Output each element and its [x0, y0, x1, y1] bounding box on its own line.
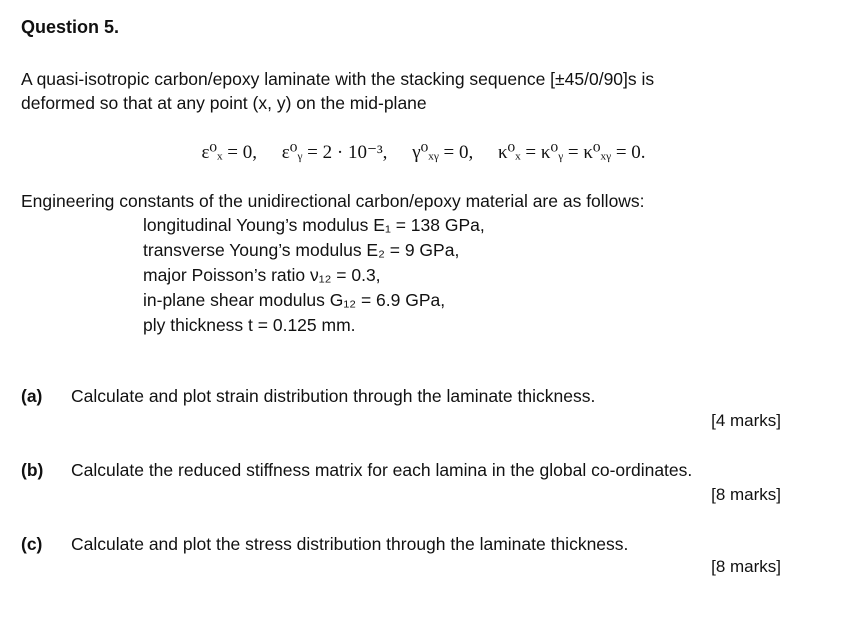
property-e2: transverse Young’s modulus E₂ = 9 GPa,: [143, 240, 460, 260]
part-a-marks: [4 marks]: [711, 411, 781, 430]
gamma-xy-term: γ⁰ₓᵧ = 0,: [412, 142, 474, 163]
part-c-text: Calculate and plot the stress distribution through the laminate thickness.: [71, 534, 629, 554]
question-title: Question 5.: [21, 17, 120, 37]
part-b-marks: [8 marks]: [711, 485, 781, 504]
part-a-text: Calculate and plot strain distribution through the laminate thickness.: [71, 386, 596, 406]
curvature-terms: κ⁰ₓ = κ⁰ᵧ = κ⁰ₓᵧ = 0.: [497, 142, 646, 163]
eps-y-term: ε⁰ᵧ = 2 · 10⁻³,: [281, 142, 388, 163]
eps-x-term: ε⁰ₓ = 0,: [201, 142, 258, 163]
part-c-marks: [8 marks]: [711, 557, 781, 576]
property-nu12: major Poisson’s ratio ν₁₂ = 0.3,: [143, 265, 381, 285]
intro-line-1: A quasi-isotropic carbon/epoxy laminate with the stacking sequence [±45/0/90]s is: [21, 69, 655, 89]
property-g12: in-plane shear modulus G₁₂ = 6.9 GPa,: [143, 290, 446, 310]
mid-plane-strain-equation: [0, 141, 847, 164]
part-c-label: (c): [21, 534, 43, 554]
part-a-label: (a): [21, 386, 43, 406]
property-ply-thickness: ply thickness t = 0.125 mm.: [143, 315, 356, 335]
intro-line-2: deformed so that at any point (x, y) on the mid-plane: [21, 93, 427, 113]
constants-intro: Engineering constants of the unidirectional carbon/epoxy material are as follows:: [21, 191, 645, 211]
part-b-label: (b): [21, 460, 44, 480]
property-e1: longitudinal Young’s modulus E₁ = 138 GPa,: [143, 215, 485, 235]
part-b-text: Calculate the reduced stiffness matrix for each lamina in the global co-ordinates.: [71, 460, 693, 480]
